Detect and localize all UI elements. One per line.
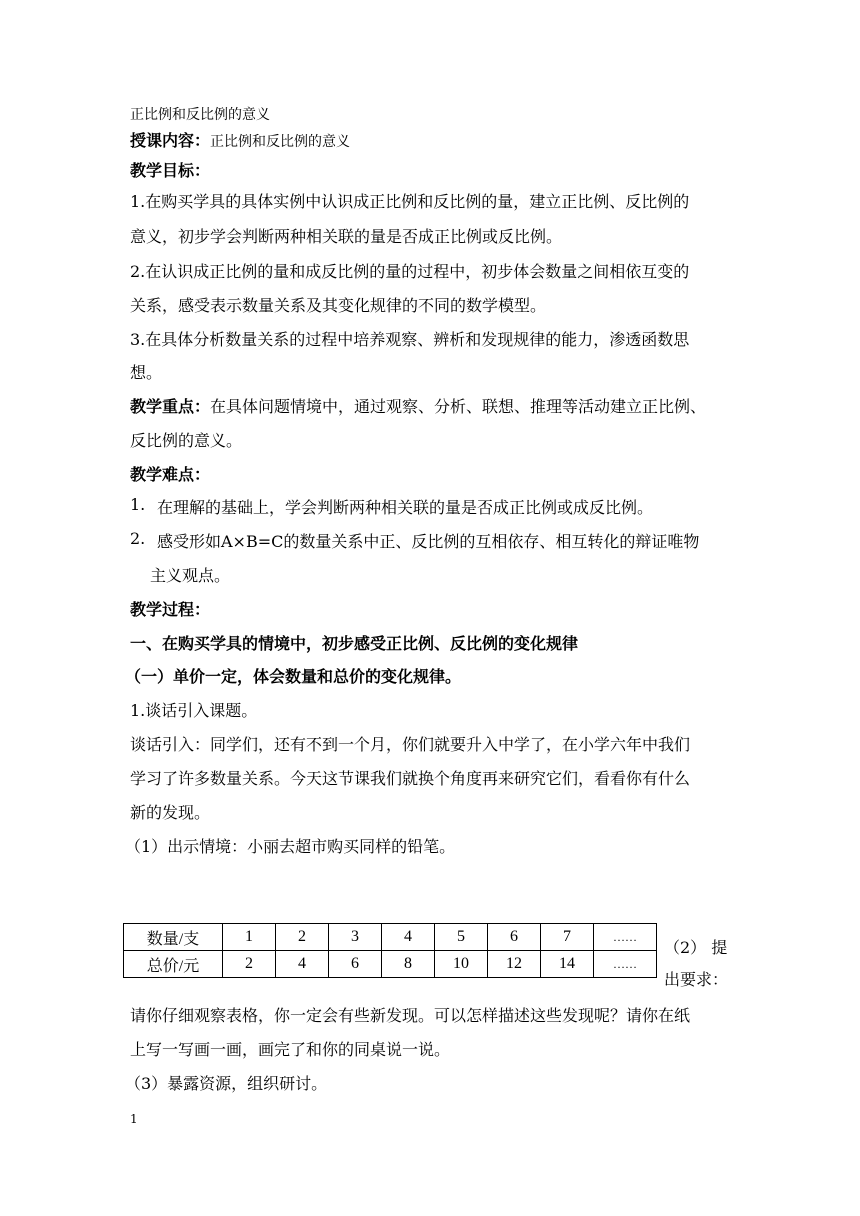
table-cell-ellipsis: ……: [594, 951, 657, 978]
requirement-label-b: 出要求：: [664, 970, 729, 989]
table-cell: 6: [329, 951, 382, 978]
key-point-line-1: [130, 394, 706, 417]
table-cell: 1: [223, 924, 276, 951]
section-1-heading: 一、在购买学具的情境中，初步感受正比例、反比例的变化规律: [130, 634, 579, 653]
table-cell: 5: [435, 924, 488, 951]
key-point-label: 教学重点：: [130, 397, 211, 416]
objectives-heading: 教学目标：: [130, 161, 211, 180]
table-cell: 8: [382, 951, 435, 978]
difficulty-2-text-line-1: 感受形如A×B=C的数量关系中正、反比例的互相依存、相互转化的辩证唯物: [157, 532, 700, 551]
objective-3-line-1: 3.在具体分析数量关系的过程中培养观察、辨析和发现规律的能力，渗透函数思: [130, 330, 690, 349]
table-row: [124, 951, 657, 978]
difficulty-heading: 教学难点：: [130, 465, 211, 484]
page-number: 1: [130, 1112, 138, 1126]
table-cell: 2: [223, 951, 276, 978]
objective-2-line-2: 关系，感受表示数量关系及其变化规律的不同的数学模型。: [130, 296, 547, 315]
price-table: [123, 923, 657, 978]
table-cell: 4: [382, 924, 435, 951]
table-cell: 12: [488, 951, 541, 978]
content-value: 正比例和反比例的意义: [210, 134, 351, 150]
content-line: [130, 128, 350, 151]
requirement-line-1: 请你仔细观察表格，你一定会有些新发现。可以怎样描述这些发现呢？请你在纸: [130, 1006, 691, 1025]
show-scene: （1）出示情境：小丽去超市购买同样的铅笔。: [125, 837, 456, 856]
intro-line-2: 学习了许多数量关系。今天这节课我们就换个角度再来研究它们，看看你有什么: [130, 769, 691, 788]
key-point-line-2: 反比例的意义。: [130, 431, 243, 450]
process-heading: 教学过程：: [130, 600, 211, 619]
table-cell: 14: [541, 951, 594, 978]
difficulty-2-number: 2.: [130, 529, 146, 548]
table-cell: 6: [488, 924, 541, 951]
difficulty-2-text-line-2: 主义观点。: [150, 566, 231, 585]
table-cell: 4: [276, 951, 329, 978]
table-row: [124, 924, 657, 951]
doc-title: 正比例和反比例的意义: [130, 107, 270, 123]
difficulty-1: [130, 495, 145, 514]
table-header-quantity: 数量/支: [124, 924, 223, 951]
requirement-line-2: 上写一写画一画，画完了和你的同桌说一说。: [130, 1040, 451, 1059]
objective-1-line-1: 1.在购买学具的具体实例中认识成正比例和反比例的量，建立正比例、反比例的: [130, 192, 690, 211]
step-1: 1.谈话引入课题。: [130, 701, 258, 720]
intro-line-3: 新的发现。: [130, 803, 211, 822]
table-cell: 10: [435, 951, 488, 978]
table-cell: 3: [329, 924, 382, 951]
key-point-text: 在具体问题情境中，通过观察、分析、联想、推理等活动建立正比例、: [210, 397, 707, 416]
table-cell-ellipsis: ……: [594, 924, 657, 951]
table-cell: 2: [276, 924, 329, 951]
subsection-1-heading: （一）单价一定，体会数量和总价的变化规律。: [125, 667, 462, 686]
expose-resources: （3）暴露资源，组织研讨。: [125, 1074, 328, 1093]
content-label: 授课内容：: [130, 131, 211, 150]
requirement-label-a: （2） 提: [664, 938, 728, 957]
difficulty-1-text: 在理解的基础上，学会判断两种相关联的量是否成正比例或成反比例。: [157, 498, 654, 517]
table-header-total-price: 总价/元: [124, 951, 223, 978]
difficulty-1-number: 1.: [130, 495, 146, 514]
objective-2-line-1: 2.在认识成正比例的量和成反比例的量的过程中，初步体会数量之间相依互变的: [130, 262, 690, 281]
table-cell: 7: [541, 924, 594, 951]
intro-line-1: 谈话引入：同学们，还有不到一个月，你们就要升入中学了，在小学六年中我们: [130, 735, 691, 754]
objective-3-line-2: 想。: [130, 363, 163, 382]
objective-1-line-2: 意义，初步学会判断两种相关联的量是否成正比例或反比例。: [130, 227, 563, 246]
